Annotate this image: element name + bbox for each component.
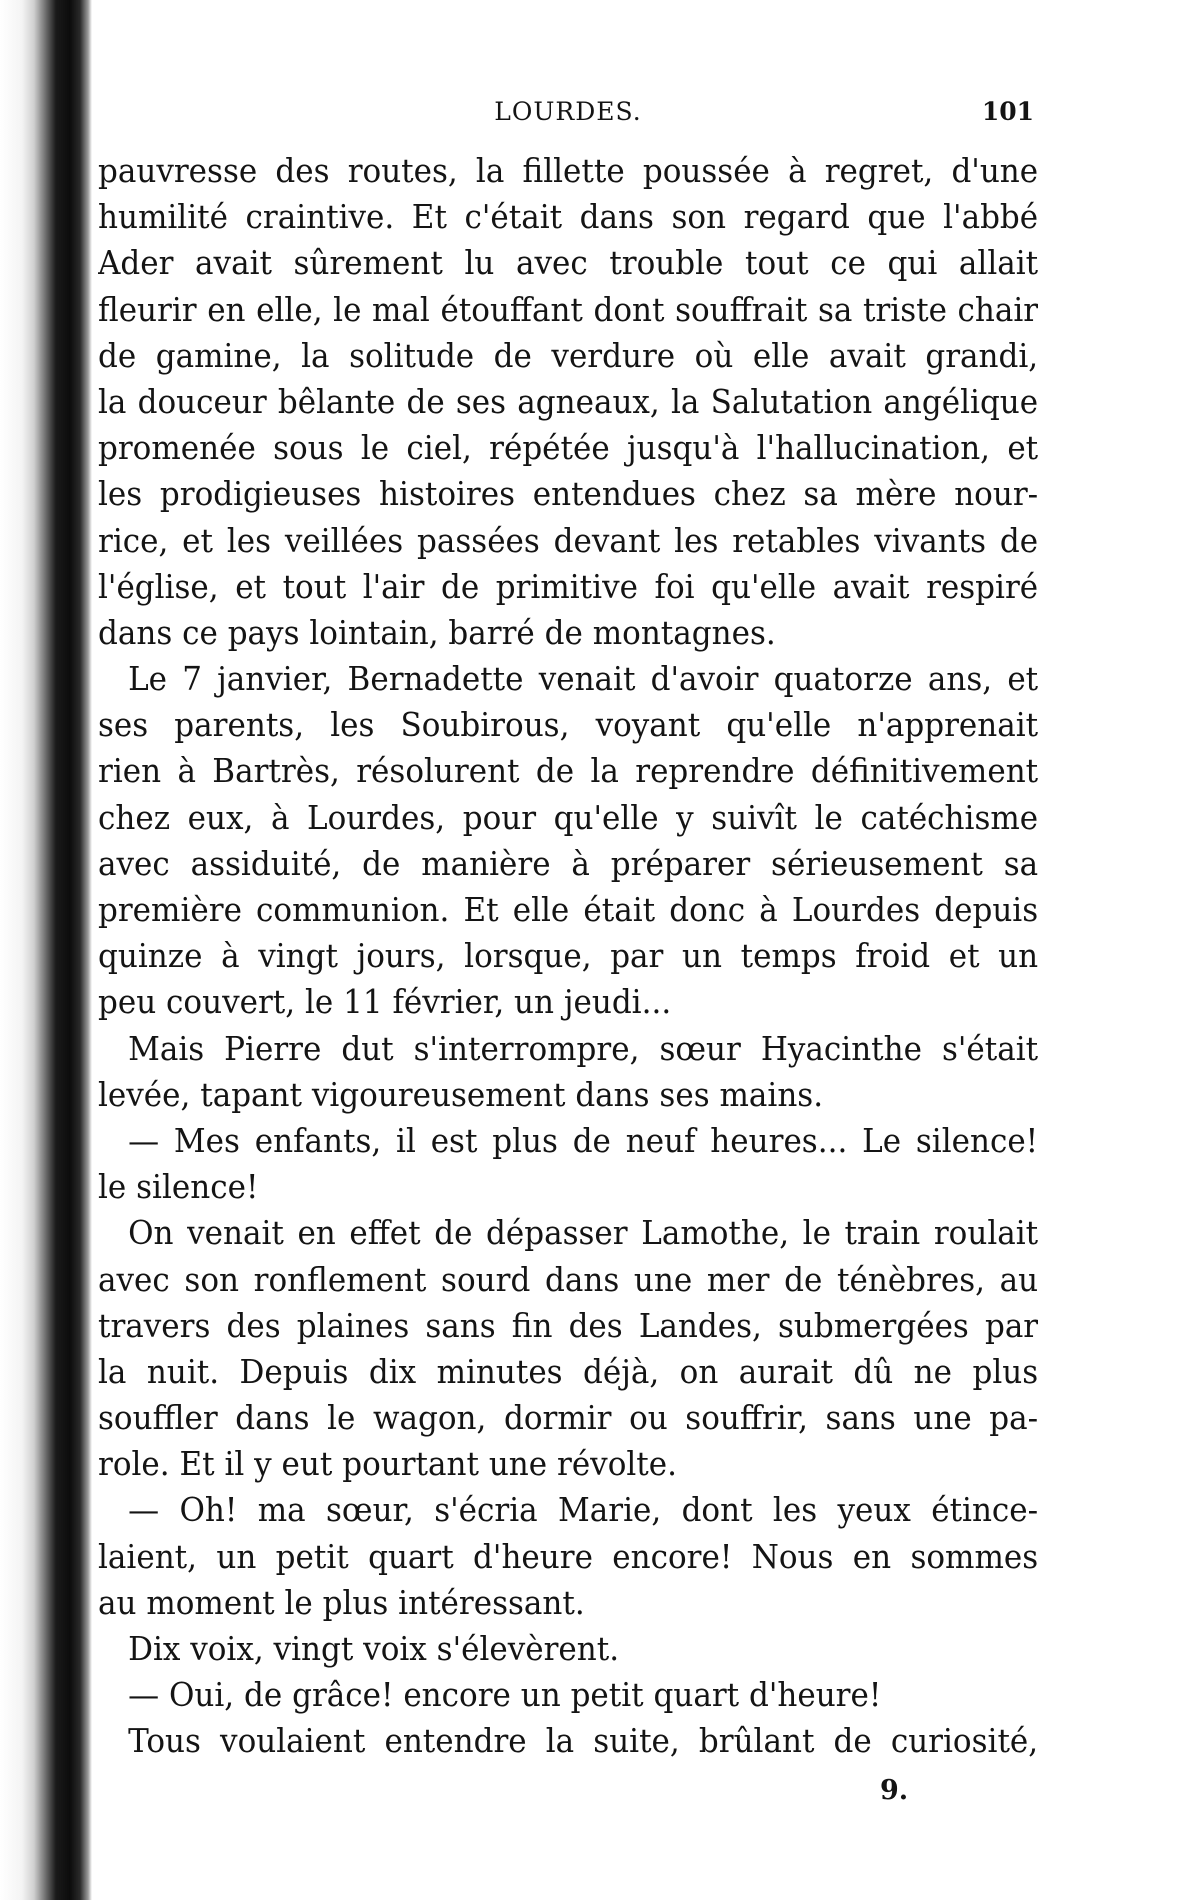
text-line: peu couvert, le 11 février, un jeudi... [98,982,672,1022]
text-line: l'église, et tout l'air de primitive foi qu'elle avait respiré [98,566,1039,606]
text-line: dans ce pays lointain, barré de montagnes. [98,612,776,652]
text-line: avec son ronflement sourd dans une mer de ténèbres, au [98,1259,1039,1299]
paragraph-start-line: Tous voulaient entendre la suite, brûlant de curiosité, [128,1721,1039,1761]
dialogue-line: — Mes enfants, il est plus de neuf heures... Le silence! [128,1120,1039,1160]
text-line: la douceur bêlante de ses agneaux, la Salutation angélique [98,381,1039,421]
text-line: humilité craintive. Et c'était dans son regard que l'abbé [98,197,1039,237]
book-spine-shadow [0,0,92,1900]
text-line: avec assiduité, de manière à préparer sérieusement sa [98,843,1039,883]
text-line: ses parents, les Soubirous, voyant qu'elle n'apprenait [98,705,1039,745]
text-line: le silence! [98,1167,259,1207]
text-line: fleurir en elle, le mal étouffant dont souffrait sa triste chair [98,289,1039,329]
page-number: 101 [981,97,1034,126]
text-line: pauvresse des routes, la fillette poussée à regret, d'une [98,151,1039,190]
text-line: les prodigieuses histoires entendues chez sa mère nour- [98,474,1039,514]
text-line: quinze à vingt jours, lorsque, par un temps froid et un [98,936,1039,976]
paragraph-start-line: Dix voix, vingt voix s'élevèrent. [128,1629,620,1668]
paragraph-start-line: Mais Pierre dut s'interrompre, sœur Hyacinthe s'était [128,1028,1039,1068]
text-line: au moment le plus intéressant. [98,1582,585,1622]
body-text [98,148,1038,1765]
text-line: Ader avait sûrement lu avec trouble tout ce qui allait [98,243,1039,283]
page-header [96,93,1040,129]
text-line: de gamine, la solitude de verdure où elle avait grandi, [98,335,1039,375]
signature-mark: 9. [880,1775,909,1806]
text-line: souffler dans le wagon, dormir ou souffrir, sans une pa- [98,1398,1039,1438]
text-line: première communion. Et elle était donc à Lourdes depuis [98,890,1039,929]
text-line: role. Et il y eut pourtant une révolte. [98,1444,677,1484]
paragraph-start-line: On venait en effet de dépasser Lamothe, le train roulait [128,1213,1039,1253]
dialogue-line: — Oh! ma sœur, s'écria Marie, dont les yeux étince- [128,1490,1039,1530]
text-line: rien à Bartrès, résolurent de la reprendre définitivement [98,751,1039,791]
paragraph-start-line: Le 7 janvier, Bernadette venait d'avoir quatorze ans, et [128,659,1039,699]
text-line: laient, un petit quart d'heure encore! Nous en sommes [98,1536,1039,1576]
text-line: la nuit. Depuis dix minutes déjà, on aurait dû ne plus [98,1351,1039,1391]
text-line: levée, tapant vigoureusement dans ses mains. [98,1074,824,1114]
text-line: chez eux, à Lourdes, pour qu'elle y suivît le catéchisme [98,797,1039,837]
text-line: rice, et les veillées passées devant les retables vivants de [98,520,1039,560]
dialogue-line: — Oui, de grâce! encore un petit quart d'heure! [128,1675,882,1715]
text-line: promenée sous le ciel, répétée jusqu'à l'hallucination, et [98,428,1039,468]
running-head: LOURDES. [494,97,642,126]
text-line: travers des plaines sans fin des Landes, submergées par [98,1305,1039,1345]
